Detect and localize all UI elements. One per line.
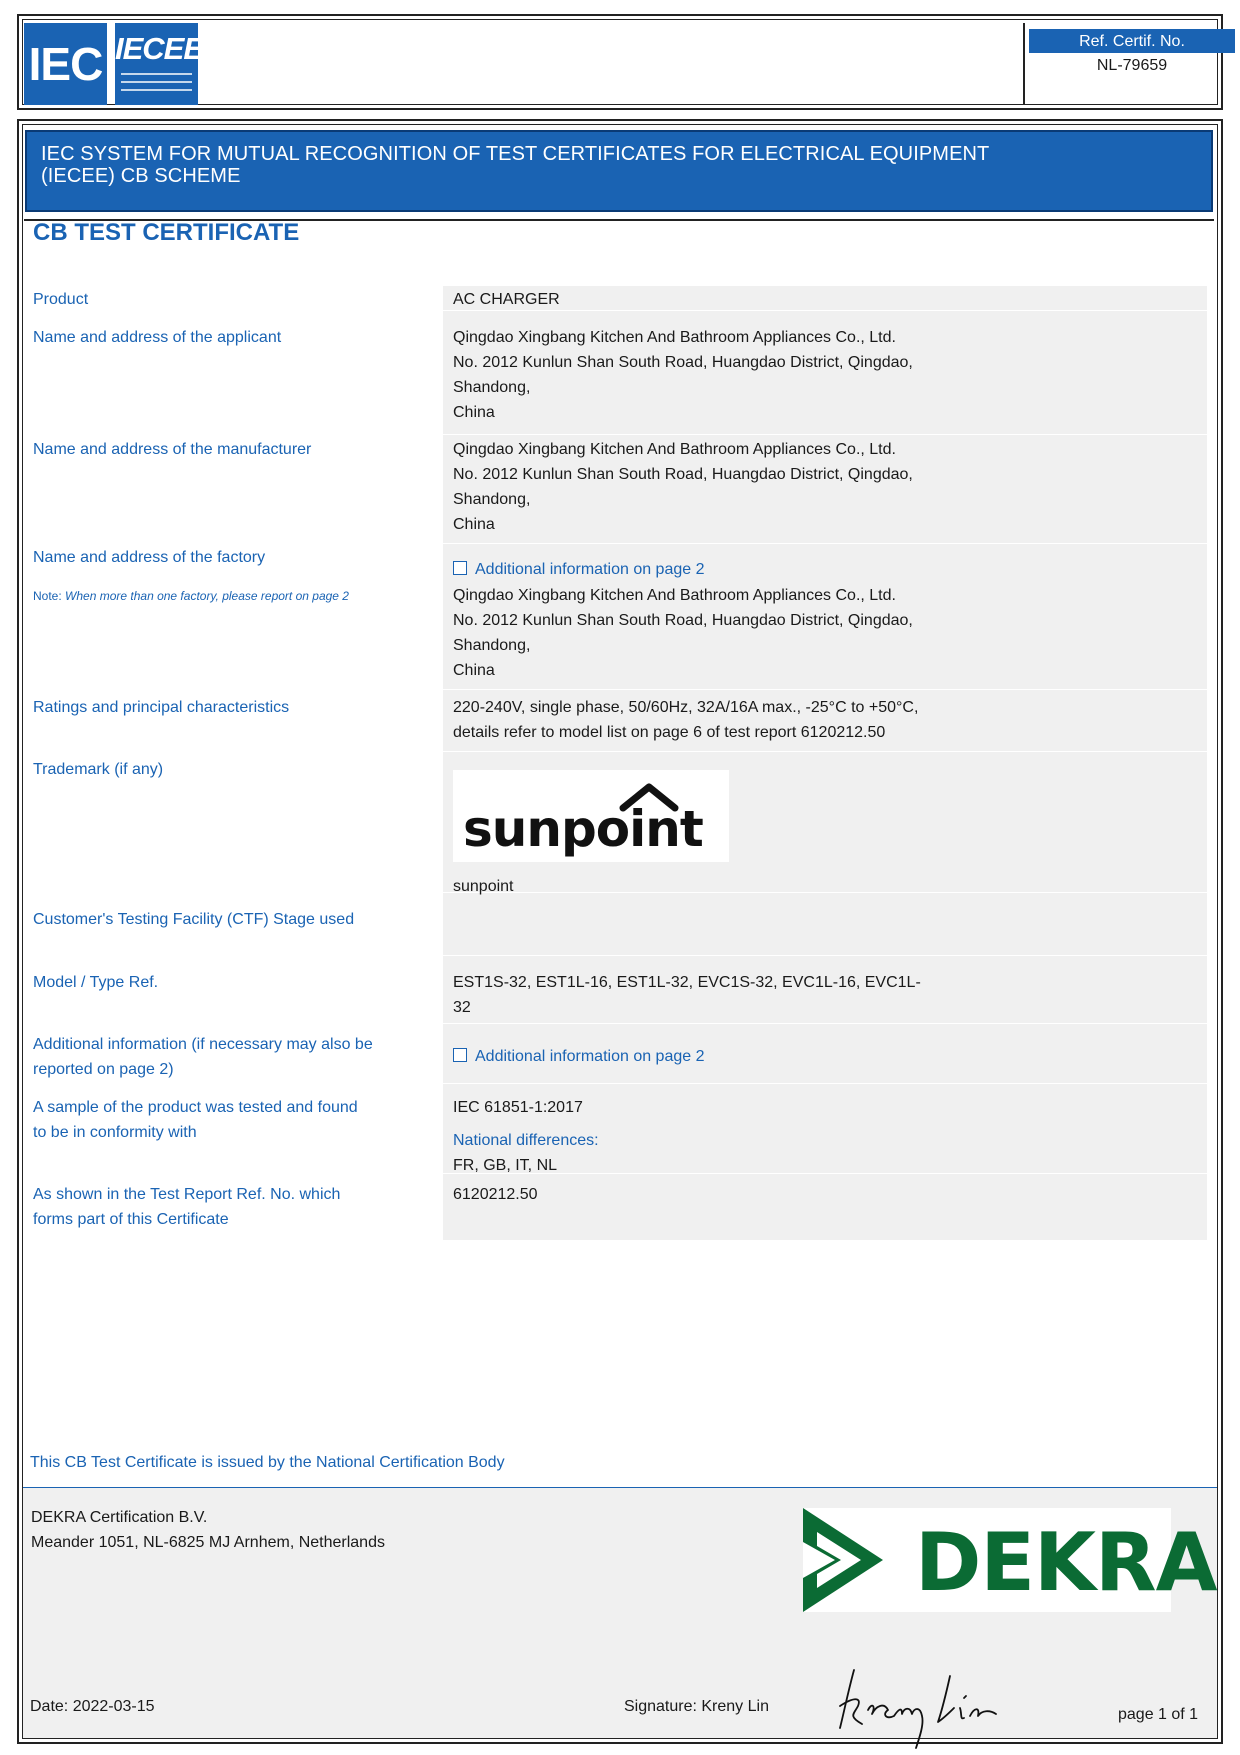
issued-by-text: This CB Test Certificate is issued by the National Certification Body bbox=[30, 1454, 505, 1471]
report-label bbox=[33, 1182, 340, 1232]
factory-line: Shandong, bbox=[453, 637, 531, 654]
iec-logo bbox=[24, 23, 107, 105]
trademark-value: sunpoint bbox=[453, 878, 514, 895]
ratings-value bbox=[453, 695, 918, 745]
ratings-line: 220-240V, single phase, 50/60Hz, 32A/16A max., -25°C to +50°C, bbox=[453, 699, 919, 716]
row-divider bbox=[443, 1083, 1207, 1084]
banner-line-1: IEC SYSTEM FOR MUTUAL RECOGNITION OF TEST CERTIFICATES FOR ELECTRICAL EQUIPMENT bbox=[41, 143, 990, 165]
product-label: Product bbox=[33, 291, 89, 308]
certification-body-address: Meander 1051, NL-6825 MJ Arnhem, Netherlands bbox=[31, 1534, 385, 1551]
factory-note bbox=[33, 588, 349, 604]
applicant-line: China bbox=[453, 404, 495, 421]
applicant-label: Name and address of the applicant bbox=[33, 329, 282, 346]
factory-line: Qingdao Xingbang Kitchen And Bathroom Appliances Co., Ltd. bbox=[453, 587, 896, 604]
additional-info-label bbox=[33, 1032, 373, 1082]
certificate-title: CB TEST CERTIFICATE bbox=[33, 219, 300, 246]
row-divider bbox=[443, 543, 1207, 544]
manufacturer-line: Shandong, bbox=[453, 491, 531, 508]
factory-line: China bbox=[453, 662, 495, 679]
factory-note-prefix: Note: bbox=[33, 589, 62, 603]
manufacturer-label: Name and address of the manufacturer bbox=[33, 441, 312, 458]
additional-info-value-label: Additional information on page 2 bbox=[475, 1048, 705, 1065]
issue-date: Date: 2022-03-15 bbox=[30, 1698, 155, 1715]
manufacturer-line: Qingdao Xingbang Kitchen And Bathroom Appliances Co., Ltd. bbox=[453, 441, 896, 458]
ratings-label: Ratings and principal characteristics bbox=[33, 699, 290, 716]
dekra-logo bbox=[803, 1508, 1217, 1612]
row-divider bbox=[443, 1023, 1207, 1024]
row-divider bbox=[443, 434, 1207, 435]
banner-line-2: (IECEE) CB SCHEME bbox=[41, 165, 241, 187]
ctf-label: Customer's Testing Facility (CTF) Stage used bbox=[33, 911, 355, 928]
row-divider bbox=[443, 1173, 1207, 1174]
handwritten-signature bbox=[832, 1662, 1002, 1752]
additional-info-checkbox[interactable] bbox=[453, 561, 467, 575]
additional-info-value[interactable] bbox=[453, 1044, 705, 1069]
sunpoint-logo bbox=[453, 770, 729, 862]
national-differences-value: FR, GB, IT, NL bbox=[453, 1157, 558, 1174]
manufacturer-line: No. 2012 Kunlun Shan South Road, Huangdao District, Qingdao, bbox=[453, 466, 913, 483]
conformity-label bbox=[33, 1095, 358, 1145]
applicant-value bbox=[453, 325, 913, 425]
certification-body-name: DEKRA Certification B.V. bbox=[31, 1509, 208, 1526]
conformity-label-line: to be in conformity with bbox=[33, 1124, 197, 1141]
conformity-label-line: A sample of the product was tested and found bbox=[33, 1099, 358, 1116]
additional-info-label-line: Additional information (if necessary may also be bbox=[33, 1036, 373, 1053]
iec-logo-text: IEC bbox=[28, 38, 103, 90]
additional-info-label-line: reported on page 2) bbox=[33, 1061, 174, 1078]
scheme-banner bbox=[25, 130, 1213, 212]
model-value bbox=[453, 970, 921, 1020]
iecee-logo bbox=[115, 23, 204, 105]
national-differences-label: National differences: bbox=[453, 1132, 599, 1149]
manufacturer-value bbox=[453, 437, 913, 537]
manufacturer-line: China bbox=[453, 516, 495, 533]
report-label-line: As shown in the Test Report Ref. No. which bbox=[33, 1186, 341, 1203]
row-divider bbox=[443, 689, 1207, 690]
page-number: page 1 of 1 bbox=[1118, 1706, 1199, 1723]
ratings-line: details refer to model list on page 6 of test report 6120212.50 bbox=[453, 724, 886, 741]
factory-note-text: When more than one factory, please report on page 2 bbox=[65, 589, 349, 603]
applicant-line: Qingdao Xingbang Kitchen And Bathroom Appliances Co., Ltd. bbox=[453, 329, 896, 346]
sunpoint-logo-text: sunpoint bbox=[463, 800, 703, 858]
conformity-standard: IEC 61851-1:2017 bbox=[453, 1099, 583, 1116]
factory-line: No. 2012 Kunlun Shan South Road, Huangdao District, Qingdao, bbox=[453, 612, 913, 629]
applicant-line: Shandong, bbox=[453, 379, 531, 396]
product-value: AC CHARGER bbox=[453, 291, 560, 308]
additional-info-checkbox[interactable] bbox=[453, 1048, 467, 1062]
model-line: 32 bbox=[453, 999, 471, 1016]
ref-certificate-box bbox=[1023, 23, 1233, 105]
factory-additional-info[interactable] bbox=[453, 557, 705, 582]
signature-label: Signature: Kreny Lin bbox=[624, 1698, 769, 1715]
dekra-logo-text: DEKRA bbox=[915, 1516, 1217, 1609]
report-value: 6120212.50 bbox=[453, 1186, 538, 1203]
factory-label: Name and address of the factory bbox=[33, 549, 266, 566]
iecee-logo-text: IECEE bbox=[115, 31, 204, 66]
header-frame bbox=[17, 14, 1223, 110]
factory-additional-info-label: Additional information on page 2 bbox=[475, 561, 705, 578]
ref-certificate-number: NL-79659 bbox=[1096, 57, 1168, 74]
row-divider bbox=[443, 751, 1207, 752]
factory-value bbox=[453, 583, 913, 683]
model-label: Model / Type Ref. bbox=[33, 974, 159, 991]
trademark-label: Trademark (if any) bbox=[33, 761, 164, 778]
ref-certificate-label: Ref. Certif. No. bbox=[1029, 29, 1235, 53]
applicant-line: No. 2012 Kunlun Shan South Road, Huangdao District, Qingdao, bbox=[453, 354, 913, 371]
row-divider bbox=[443, 892, 1207, 893]
row-divider bbox=[443, 955, 1207, 956]
report-label-line: forms part of this Certificate bbox=[33, 1211, 229, 1228]
model-line: EST1S-32, EST1L-16, EST1L-32, EVC1S-32, EVC1L-16, EVC1L- bbox=[453, 974, 921, 991]
